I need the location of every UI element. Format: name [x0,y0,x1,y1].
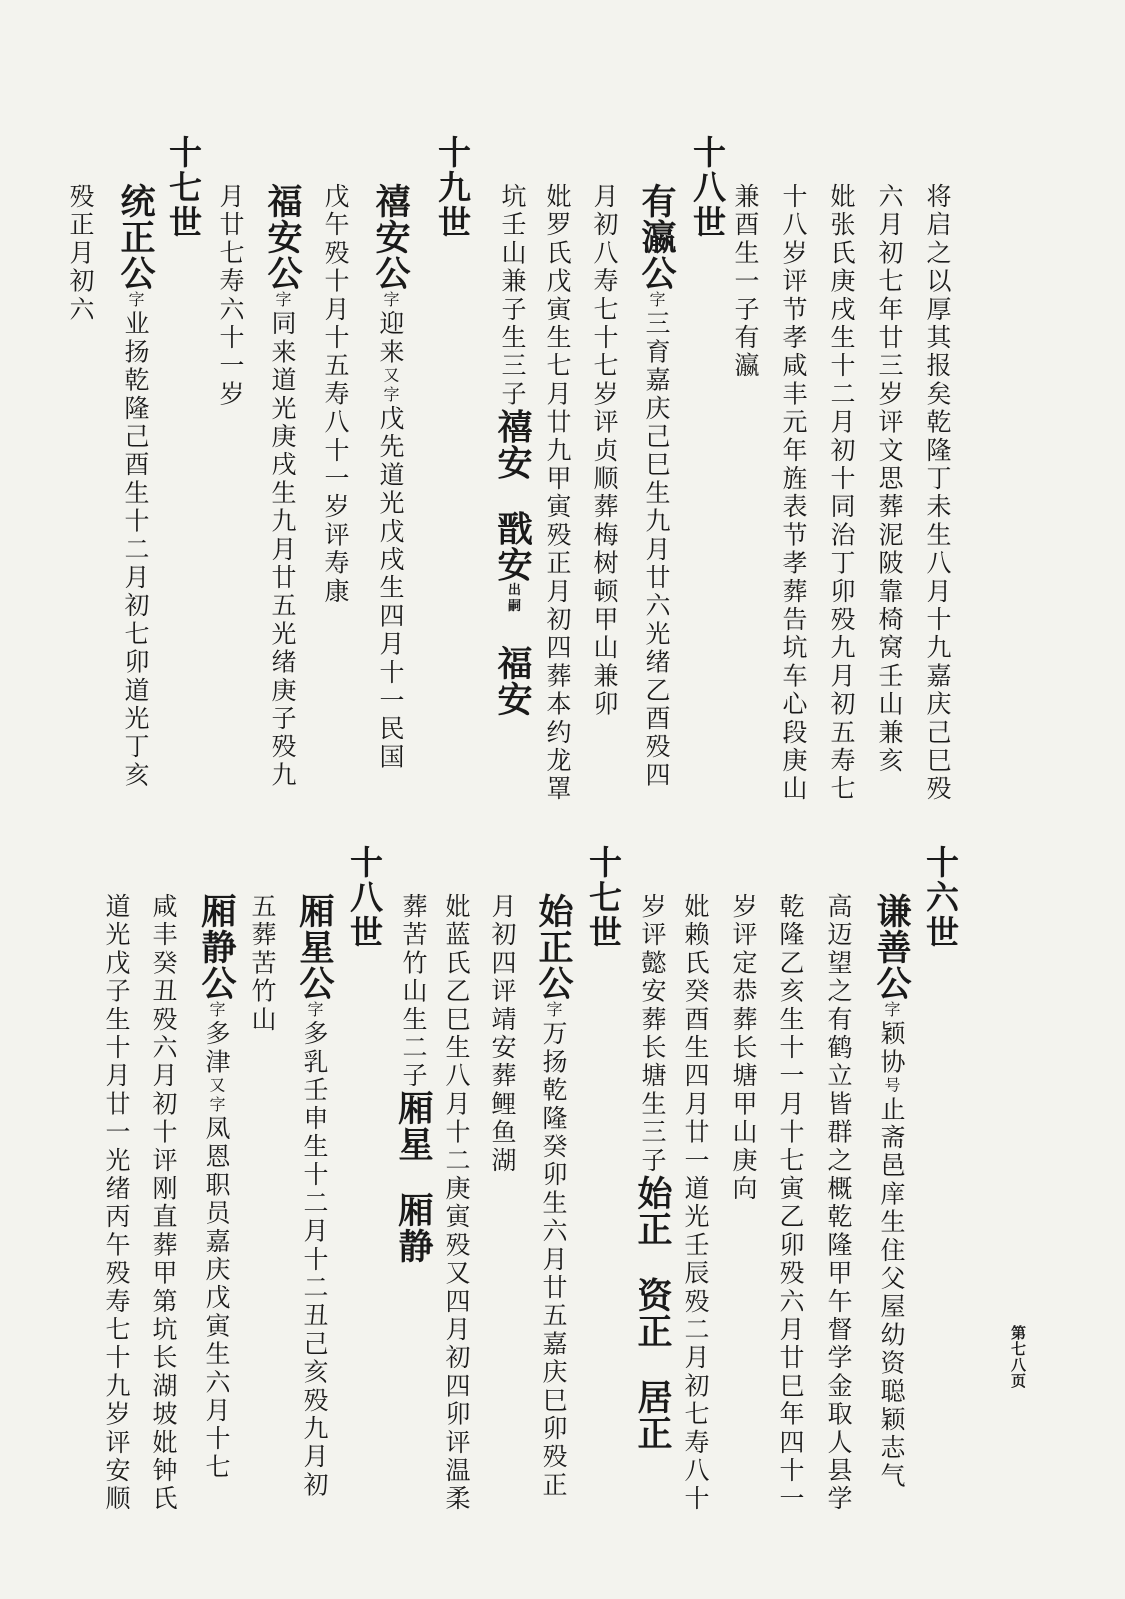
generation-heading: 十七世 [584,845,623,950]
child-name: 厢星 [393,1090,434,1163]
generation-heading: 十七世 [164,135,203,240]
zi-marker: 字 [647,291,666,311]
text-column: 高迈望之有鹤立皆群之概乾隆甲午督学金取人县学 [824,893,853,1514]
entry-fuan [262,183,303,790]
text-column: 月初四评靖安葬鲤鱼湖 [488,893,517,1175]
entry-text: 岁评懿安葬长塘生三子 [638,893,667,1175]
entry-text: 葬苦竹山生二子 [399,893,428,1091]
text-column: 妣罗氏戊寅生七月廿九甲寅殁正月初四葬本约龙罩 [543,183,572,804]
entry-text: 多津 [202,1020,231,1077]
ancestor-name: 有瀛公 [636,183,677,291]
generation-heading: 十六世 [921,845,960,950]
text-column: 将启之以厚其报矣乾隆丁未生八月十九嘉庆己巳殁 [923,183,952,804]
entry-text: 同来道光庚戌生九月廿五光绪庚子殁九 [268,310,297,790]
hao-marker: 号 [882,1076,901,1096]
children-line [632,893,673,1451]
child-name: 戬安 [492,510,533,583]
entry-text: 凤恩职员嘉庆戊寅生六月十七 [202,1115,231,1482]
text-column: 六月初七年廿三岁评文思葬泥陂靠椅窝壬山兼亥 [875,183,904,776]
text-column: 戊午殁十月十五寿八十一岁评寿康 [321,183,350,606]
child-name: 始正 [632,1175,673,1247]
child-name: 资正 [632,1277,673,1349]
zi-marker: 字 [126,291,145,311]
entry-text: 三育嘉庆己巳生九月廿六光绪乙酉殁四 [642,310,671,790]
text-column: 兼酉生一子有瀛 [731,183,760,381]
text-column: 妣张氏庚戌生十二月初十同治丁卯殁九月初五寿七 [827,183,856,804]
page-number: 第七八页 [1009,1325,1027,1389]
generation-heading: 十八世 [688,135,727,240]
ancestor-name: 厢静公 [196,893,237,1001]
entry-text: 万扬乾隆癸卯生六月廿五嘉庆巳卯殁正 [539,1020,568,1500]
children-line [492,183,533,718]
text-column: 妣赖氏癸酉生四月廿一道光壬辰殁二月初七寿八十 [681,893,710,1514]
text-column: 乾隆乙亥生十一月十七寅乙卯殁六月廿巳年四十一 [776,893,805,1514]
zi-marker: 字 [305,1001,324,1021]
ancestor-name: 福安公 [262,183,303,291]
ancestor-name: 始正公 [533,893,574,1001]
entry-text: 迎来 [376,310,405,367]
child-name: 厢静 [393,1192,434,1265]
text-column: 十八岁评节孝咸丰元年旌表节孝葬告坑车心段庚山 [779,183,808,804]
text-column: 岁评定恭葬长塘甲山庚向 [729,893,758,1204]
entry-text: 多乳壬申生十二月十二丑己亥殁九月初 [300,1020,329,1500]
entry-shizheng [533,893,574,1500]
zi-marker: 字 [381,291,400,311]
entry-xiangjing [196,893,237,1482]
text-column: 殁正月初六 [66,183,95,324]
adoption-note: 出嗣 [505,582,520,616]
entry-xian [370,183,411,772]
zi-marker: 字 [207,1001,226,1021]
ancestor-name: 禧安公 [370,183,411,291]
generation-heading: 十九世 [433,135,472,240]
entry-text: 坑壬山兼子生三子 [498,183,527,409]
ancestor-name: 统正公 [115,183,156,291]
entry-xiangxing [294,893,335,1500]
youzi-marker: 又字 [381,366,400,406]
text-column: 月初八寿七十七岁评贞顺葬梅树顿甲山兼卯 [590,183,619,719]
zi-marker: 字 [882,1001,901,1021]
child-name: 福安 [492,645,533,718]
child-name: 禧安 [492,408,533,481]
entry-text: 戊先道光戊戌生四月十一民国 [376,405,405,772]
youzi-marker: 又字 [207,1076,226,1116]
entry-text: 止斋邑庠生住父屋幼资聪颖志气 [877,1095,906,1491]
generation-heading: 十八世 [345,845,384,950]
text-column: 五葬苦竹山 [248,893,277,1034]
child-name: 居正 [632,1379,673,1451]
ancestor-name: 厢星公 [294,893,335,1001]
text-column: 妣蓝氏乙巳生八月十二庚寅殁又四月初四卯评温柔 [442,893,471,1514]
text-column: 咸丰癸丑殁六月初十评刚直葬甲第坑长湖坡妣钟氏 [149,893,178,1514]
text-column: 道光戊子生十月廿一光绪丙午殁寿七十九岁评安顺 [102,893,131,1514]
entry-youying [636,183,677,790]
entry-text: 业扬乾隆己酉生十二月初七卯道光丁亥 [121,310,150,790]
text-column: 月廿七寿六十一岁 [216,183,245,409]
entry-tongzheng [115,183,156,790]
ancestor-name: 谦善公 [871,893,912,1001]
entry-qianshan [871,893,912,1491]
entry-text: 颖协 [877,1020,906,1077]
children-line [393,893,434,1265]
zi-marker: 字 [544,1001,563,1021]
zi-marker: 字 [273,291,292,311]
